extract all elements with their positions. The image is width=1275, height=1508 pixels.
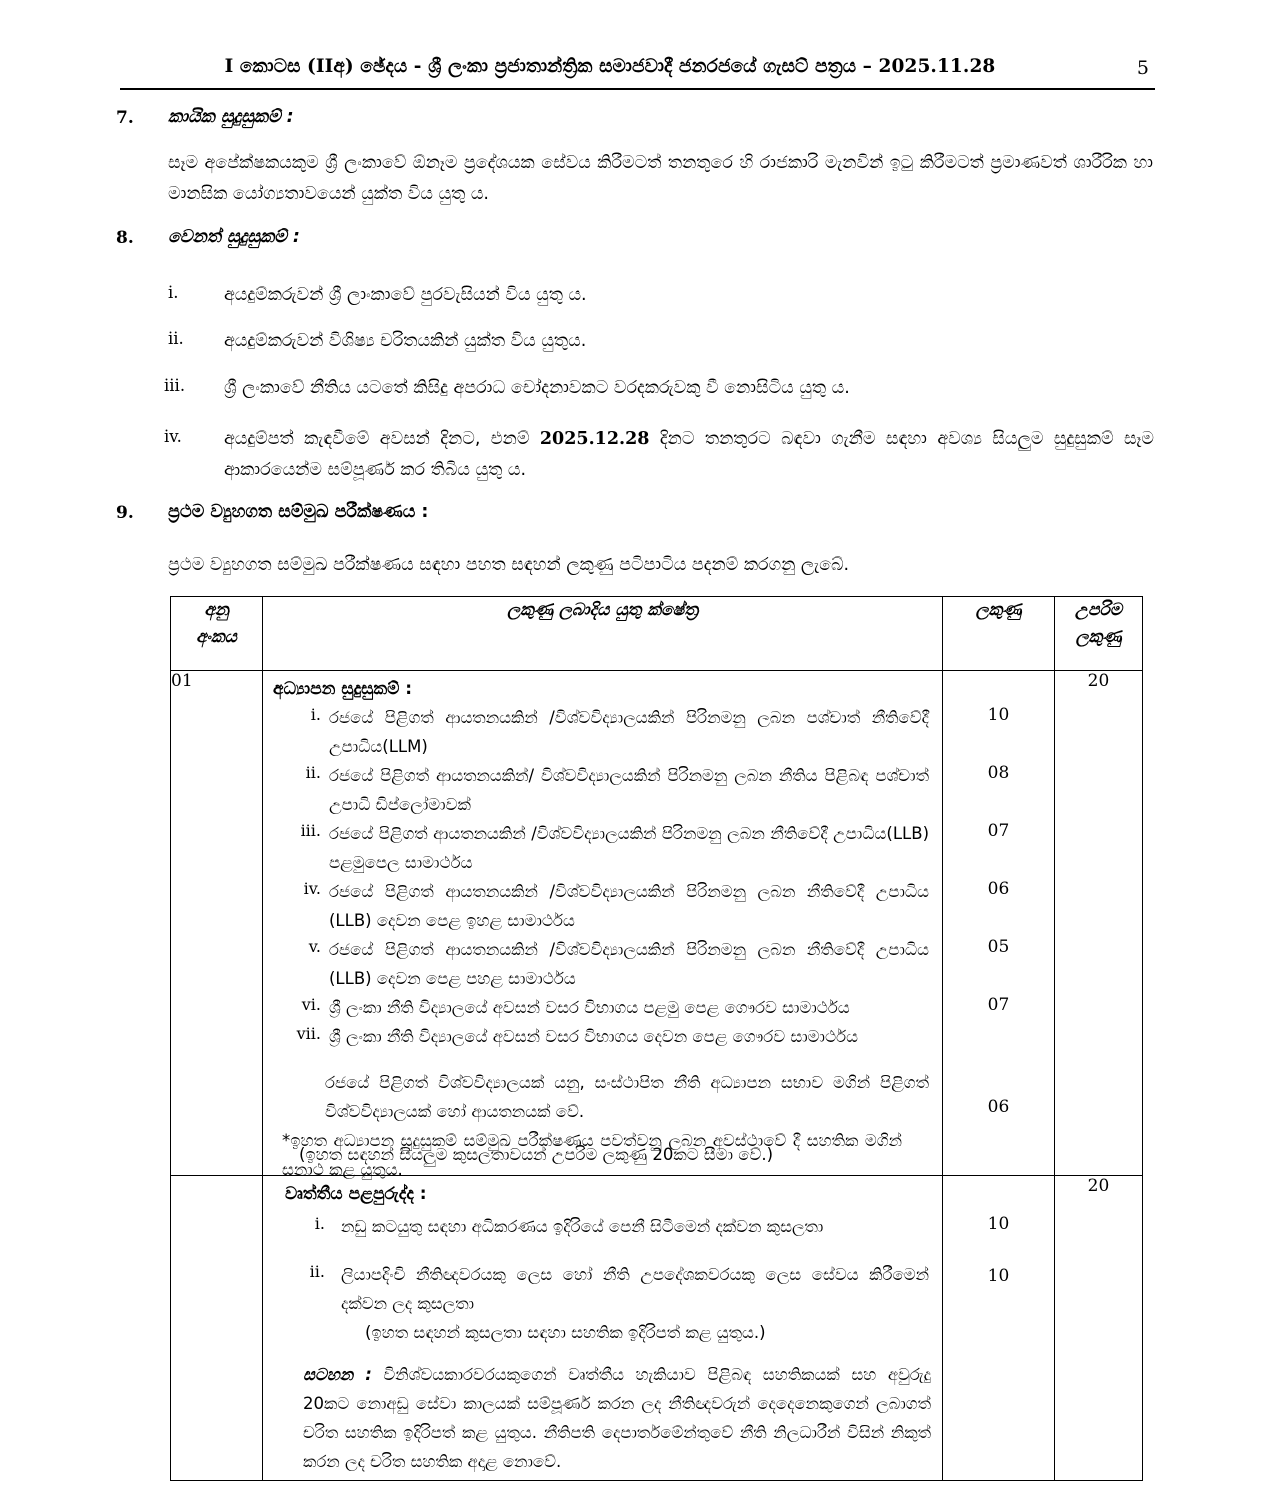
row-1-text-vi: ශ්‍රී ලංකා නීති විද්‍යාලයේ අවසන් වසර විභාගය පළමු පෙළ ගෞරව සාමාර්ථය [329,998,850,1017]
section-8-heading: වෙනත් සුදුසුකම් : [168,227,300,247]
row-1-text-v: රජයේ පිළිගත් ආයතනයකින් /විශ්වවිද්‍යාලයකින් පිරිනමනු ලබන නීතිවේදී උපාධිය (LLB) දෙවන පෙළ පහළ සාමාර්ථය [329,940,929,988]
row-1-mark-v: 05 [987,937,1010,957]
section-8-item-text-ii: අයදුම්කරුවන් විශිෂ්‍ය චරිතයකින් යුක්ත විය යුතුය. [224,331,587,351]
section-8-item-text-iv [224,424,1154,486]
row-1-max-marks: 20 [1055,671,1143,1176]
row-2-text-ii: ලියාපදිංචි නීතිඥවරයකු ලෙස හෝ නීති උපදේශකවරයකු ලෙස සේවය කිරීමෙන් දක්වන ලද කුසලතා [341,1265,929,1313]
section-8-item-marker-ii: ii. [168,329,184,348]
col-header-max-line2: ලකුණු [1075,627,1122,647]
col-header-max-marks [1055,597,1143,671]
section-8-item-marker-i: i. [168,283,179,302]
col-header-area: ලකුණු ලබාදිය යුතු ක්ෂේත්‍ර [263,597,943,671]
row-2-serial-no [171,1176,263,1481]
row-2-sub-note: (ඉහත සඳහන් කුසලතා සඳහා සහතික ඉදිරිපත් කළ යුතුය.) [365,1323,766,1342]
row-1-marker-ii: ii. [305,763,321,782]
row-2-marks-cell [943,1176,1055,1481]
col-header-serial-line2: අංකය [196,627,237,647]
row-1-university-definition: රජයේ පිළිගත් විශ්වවිද්‍යාලයක් යනු, සංස්ථාපිත නීති අධ්‍යාපන සභාව මගින් පිළිගත් විශ්වවිද්‍යාලයක් හෝ ආයතනයක් වේ. [325,1073,929,1121]
section-9-number: 9. [116,503,134,523]
row-1-limit-note: (ඉහත සඳහන් සියලුම කුසලතාවයන් උපරිම ලකුණු 20කට සීමා වේ.) [299,1145,774,1164]
row-2-max-marks: 20 [1055,1176,1143,1481]
marks-criteria-table [170,596,1143,1481]
row-1-serial-no: 01 [171,671,263,1176]
row-1-text-iv: රජයේ පිළිගත් ආයතනයකින් /විශ්වවිද්‍යාලයකින් පිරිනමනු ලබන නීතිවේදී උපාධිය (LLB) දෙවන පෙළ ඉහළ සාමාර්ථය [329,882,929,930]
section-9-paragraph: ප්‍රථම ව්‍යුහගත සම්මුඛ පරීක්ෂණය සඳහා පහත සඳහන් ලකුණු පටිපාටිය පදනම් කරගනු ලැබේ. [168,555,850,575]
row-1-mark-ii: 08 [987,763,1010,783]
row-2-area-cell [263,1176,943,1481]
row-1-mark-vi: 07 [987,995,1010,1015]
row-1-marker-vii: vii. [296,1024,321,1043]
row-1-title: අධ්‍යාපන සුදුසුකම් : [273,679,413,699]
table-row [171,671,1143,1176]
section-8-item-text-i: අයදුම්කරුවන් ශ්‍රී ලාංකාවේ පුරවැසියන් විය යුතු ය. [224,285,587,305]
row-2-note-text: විනිශ්වයකාරවරයකුගෙන් වෘත්තීය හැකියාව පිළිබඳ සහතිකයක් සහ අවුරුදු 20කට නොඅඩු සේවා කාලයක් සම්පූර්ණ කරන ලද නීතිඥවරුන් දෙදෙනෙකුගෙන් ලබාගත් චරිත සහතික ඉදිරිපත් කළ යුතුය. නීතිපති දෙපාර්තමේන්තුවේ නීති නිලධාරීන් විසින් නිකුත් කරන ලද චරිත සහතික අදාළ නොවේ. [303,1365,931,1471]
section-9-heading: ප්‍රථම ව්‍යුහගත සම්මුඛ පරීක්ෂණය : [168,502,429,522]
row-1-marks-cell [943,671,1055,1176]
page-header [120,56,1155,90]
row-1-mark-iii: 07 [987,821,1010,841]
row-1-mark-i: 10 [987,705,1010,725]
row-1-area-cell [263,671,943,1176]
row-2-title: වෘත්තීය පළපුරුද්ද : [285,1184,427,1204]
row-2-note [303,1360,931,1476]
header-title: I කොටස (IIඅ) ඡේදය - ශ්‍රී ලංකා ප්‍රජාතාන්ත්‍රික සමාජවාදී ජනරජයේ ගැසට් පත්‍රය – 2025.11.28 [224,56,996,77]
section-7-heading: කායික සුදුසුකම් : [168,107,294,127]
row-2-note-label: සටහන : [303,1365,372,1384]
row-1-mark-definition: 06 [987,1097,1010,1117]
table-header-row [171,597,1143,671]
table-row [171,1176,1143,1481]
section-8-item-text-iii: ශ්‍රී ලංකාවේ නීතිය යටතේ කිසිදු අපරාධ චෝදනාවකට වරදකරුවකු වී නොසිටිය යුතු ය. [224,378,850,398]
col-header-marks: ලකුණු [943,597,1055,671]
row-2-marker-ii: ii. [309,1262,325,1281]
section-8-number: 8. [116,228,134,248]
row-1-marker-vi: vi. [301,995,321,1014]
row-1-star-note: *ඉහත අධ්‍යාපන සුදුසුකම් සම්මුඛ පරීක්ෂණය පවත්වනු ලබන අවස්ථාවේ දී සහතික මගින් සනාථ කළ යුතුය. [282,1131,902,1179]
row-2-mark-i: 10 [987,1214,1010,1234]
row-1-text-vii: ශ්‍රී ලංකා නීති විද්‍යාලයේ අවසන් වසර විභාගය දෙවන පෙළ ගෞරව සාමාර්ථය [329,1027,858,1046]
row-1-mark-iv: 06 [987,879,1010,899]
section-8-item-marker-iii: iii. [164,376,186,395]
row-1-marker-iv: iv. [303,879,321,898]
col-header-serial-no [171,597,263,671]
deadline-date: 2025.12.28 [539,429,650,449]
header-divider [120,88,1155,90]
col-header-serial-line1: අනු [204,600,229,620]
row-2-marker-i: i. [314,1214,325,1233]
row-1-text-i: රජයේ පිළිගත් ආයතනයකින් /විශ්වවිද්‍යාලයකින් පිරිනමනු ලබන පශ්චාත් නීතිවේදී උපාධිය(LLM) [329,708,929,756]
row-2-text-i: නඩු කටයුතු සඳහා අධිකරණය ඉදිරියේ පෙනී සිටීමෙන් දක්වන කුසලතා [341,1217,824,1236]
section-7-number: 7. [116,108,134,128]
row-1-marker-iii: iii. [300,821,321,840]
col-header-max-line1: උපරිම [1075,600,1122,620]
row-1-marker-v: v. [308,937,321,956]
row-2-mark-ii: 10 [987,1266,1010,1286]
row-1-text-ii: රජයේ පිළිගත් ආයතනයකින්/ විශ්වවිද්‍යාලයකින් පිරිනමනු ලබන නීතිය පිළිබඳ පශ්චාත් උපාධි ඩිප්ලෝමාවක් [329,766,929,814]
section-7-paragraph: සෑම අපේක්ෂකයකුම ශ්‍රී ලංකාවේ ඕනෑම ප්‍රදේශයක සේවය කිරීමටත් තනතුරෙ හි රාජකාරි මැනවින් ඉටු කිරීමටත් ප්‍රමාණවත් ශාරීරික හා මානසික යෝග්‍යතාවයෙන් යුක්ත විය යුතු ය. [168,153,1153,204]
row-1-text-iii: රජයේ පිළිගත් ආයතනයකින් /විශ්වවිද්‍යාලයකින් පිරිනමනු ලබන නීතිවේදී උපාධිය(LLB) පළමුපෙල සාමාර්ථය [329,824,929,872]
page-number: 5 [1136,57,1149,79]
deadline-text-before: අයදුම්පත් කැඳවීමේ අවසන් දිනට, එනම් [224,429,540,449]
deadline-text-after: දිනට තනතුරට බඳවා ගැනීම සඳහා අවශ්‍ය සියලුම සුදුසුකම් සෑම ආකාරයෙන්ම සම්පූර්ණ කර තිබිය යුතු ය. [224,429,1155,480]
section-8-item-marker-iv: iv. [164,427,182,446]
row-1-marker-i: i. [310,705,321,724]
